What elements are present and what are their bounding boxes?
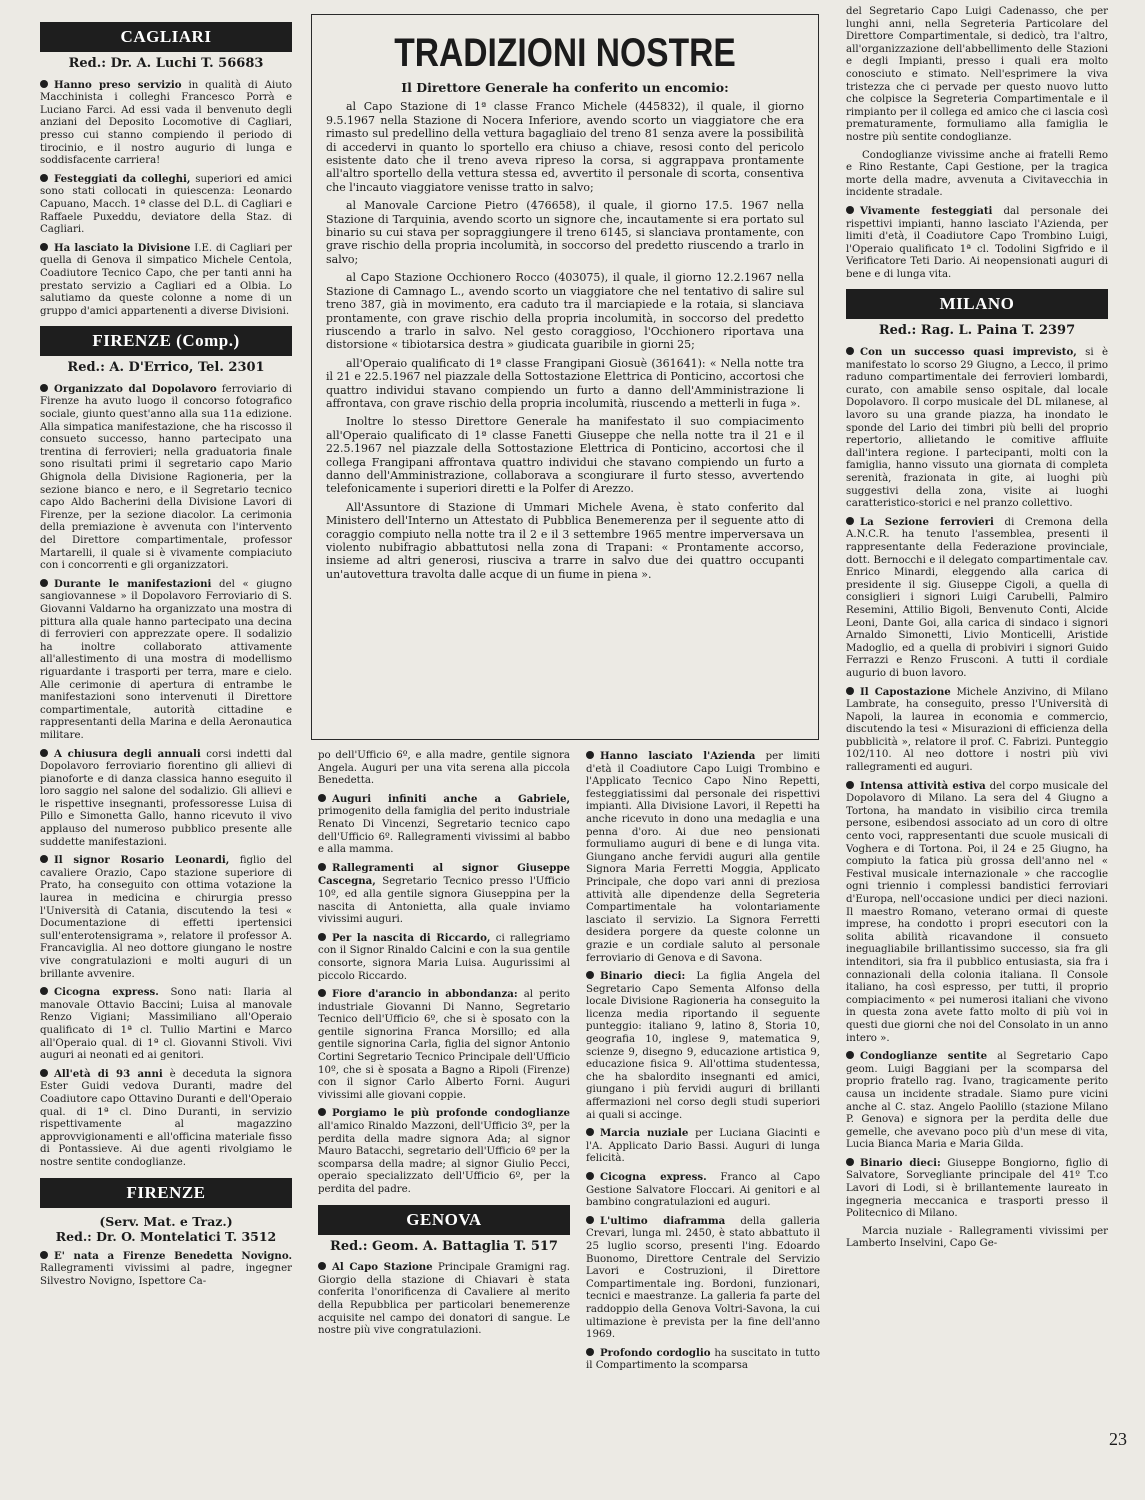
news-item <box>586 1215 820 1342</box>
items-firenze-comp <box>40 383 292 1170</box>
item-lead: All'età di 93 anni <box>54 1067 163 1080</box>
news-item <box>40 79 292 168</box>
bullet-icon <box>40 579 48 587</box>
feature-paragraph: al Capo Stazione di 1ª classe Franco Michele (445832), il quale, il giorno 9.5.1967 nella Stazione di Nocera Inferiore, avendo scorto un viaggiatore che era rimasto sul predellino della vettura bagagliaio del treno 81 senza avere la possibilità di accedervi in quanto lo sportello era chiuso a chiave, resosi conto del pericolo esistente dato che il treno aveva ripreso la corsa, si aggrappava prontamente all'altro sportello della vettura stessa ed, avvertito il personale di scorta, consentiva che l'incauto viaggiatore venisse tratto in salvo; <box>326 100 804 194</box>
feature-paragraph: Inoltre lo stesso Direttore Generale ha manifestato il suo compiacimento all'Operaio qualificato di 1ª classe Fanetti Giuseppe che nella notte tra il 21 e il 22.5.1967 nel piazzale della Sottostazione Elettrica di Ponticino, accortosi che il collega Frangipani affrontava quattro individui che stavano compiendo un furto a danno dell'Amministrazione, collaborava a scongiurare il furto stesso, avvertendo telefonicamente i superiori diretti e la Polfer di Arezzo. <box>326 415 804 496</box>
news-item <box>846 346 1108 511</box>
item-text: ci rallegriamo con il Signor Rinaldo Calcini e con la sua gentile consorte, signora Maria Luisa. Augurissimi al piccolo Riccardo. <box>318 932 571 982</box>
item-text: per limiti d'età il Coadiutore Capo Luigi Trombino e l'Applicato Tecnico Capo Nino Repetti, festeggiatissimi dal personale dei rispettivi impianti. Alla Divisione Lavori, il Repetti ha anche ricevuto in dono una medaglia e una penna d'oro. Ai due neo pensionati formuliamo auguri di bene e di lunga vita. Giungano anche fervidi auguri alla gentile Signora Maria Ferretti Moggia, Applicato Principale, che dopo vari anni di preziosa attività alle dipendenze della Segreteria Compartimentale ha volontariamente lasciato il servizio. La Signora Ferretti desidera porgere da queste colonne un grazie e un cordiale saluto al personale ferroviario di Genova e di Savona. <box>586 751 820 964</box>
news-item <box>40 383 292 573</box>
bullet-icon <box>40 855 48 863</box>
continued-text: del Segretario Capo Luigi Cadenasso, che per lunghi anni, nella Segreteria Particolare del Direttore Compartimentale, si dedicò, tra l'altro, all'organizzazione dell'abbellimento delle Stazioni e degli Impianti, presso i quali era molto conosciuto e stimato. Nell'esprimere la viva tristezza che ci pervade per questo nuovo lutto che colpisce la Segreteria Compartimentale e il rimpianto per il collega ed amico che ci lascia così prematuramente, formuliamo alla famiglia le nostre più sentite condoglianze. <box>846 6 1108 143</box>
item-lead: Con un successo quasi imprevisto, <box>860 346 1077 359</box>
item-lead: Condoglianze sentite <box>860 1050 988 1063</box>
news-item <box>846 1050 1108 1152</box>
feature-title: TRADIZIONI NOSTRE <box>394 31 736 75</box>
item-lead: Ha lasciato la Divisione <box>54 241 191 254</box>
news-item <box>318 1107 570 1196</box>
item-lead: E' nata a Firenze Benedetta Novigno. <box>54 1249 292 1262</box>
section-header-firenze: FIRENZE <box>40 1178 292 1208</box>
bullet-icon <box>40 174 48 182</box>
item-text: in qualità di Aiuto Macchinista i colleghi Francesco Porrà e Luciano Farci. Ad essi vada il benvenuto degli anziani del Deposito Locomotive di Cagliari, presso cui stanno compiendo il periodo di tirocinio, e il nostro augurio di lunga e soddisfacente carriera! <box>40 79 292 167</box>
column-3 <box>586 750 820 1378</box>
items-col3 <box>586 750 820 1373</box>
item-lead: Festeggiati da colleghi, <box>54 172 191 185</box>
bullet-icon <box>318 1262 326 1270</box>
bullet-icon <box>40 243 48 251</box>
news-item <box>40 1068 292 1170</box>
feature-box-tradizioni-nostre <box>311 14 819 740</box>
feature-paragraph: al Capo Stazione Occhionero Rocco (403075), il quale, il giorno 12.2.1967 nella Stazione di Camnago L., avendo scorto un viaggiatore che nel tentativo di salire sul treno 387, già in movimento, era caduto tra il marciapiede e la rotaia, si slanciava prontamente, con grave rischio della propria incolumità, in soccorso del predetto riuscendo a trarlo in salvo. Nel gesto coraggioso, l'Occhionero riportava una distorsione « tibiotarsica destra » giudicata guaribile in giorni 25; <box>326 271 804 352</box>
bullet-icon <box>318 933 326 941</box>
item-lead: Rallegramenti al signor Giuseppe Cascegna, <box>318 861 570 888</box>
news-item <box>846 516 1108 681</box>
tail-text: Marcia nuziale - Rallegramenti vivissimi per Lamberto Inselvini, Capo Ge- <box>846 1225 1108 1250</box>
item-lead: Al Capo Stazione <box>332 1261 433 1274</box>
bullet-icon <box>846 347 854 355</box>
column-4 <box>846 6 1108 1256</box>
news-item <box>40 854 292 981</box>
bullet-icon <box>40 384 48 392</box>
bullet-icon <box>846 1051 854 1059</box>
item-lead: Intensa attività estiva <box>860 779 986 792</box>
item-text: del corpo musicale del Dopolavoro di Milano. La sera del 4 Giugno a Tortona, ha mandato in visibilio circa tremila persone, esibendosi associato ad un coro di oltre cento voci, rappresentanti due scuole musicali di Voghera e di Tortona. Poi, il 24 e 25 Giugno, ha compiuto la fatica più grossa dell'anno nel « Festival musicale internazionale » che raccoglie ogni triennio i complessi bandistici ferroviari d'Europa, nell'occasione undici per dieci nazioni. Il maestro Romano, veterano ormai di queste imprese, ha condotto i propri esecutori con la solita abilità ricavandone il consueto ineguagliabile brillantissimo successo, sia fra gli intenditori, sia fra il pubblico entusiasta, sia fra i connazionali della colonia italiana. Il Console italiano, ha così espresso, per tutti, il proprio compiacimento « pei numerosi italiani che vivono in questa zona avete fatto molto di più voi in questi due giorni che noi del Consolato in un anno intero ». <box>846 780 1108 1044</box>
bullet-icon <box>40 987 48 995</box>
item-lead: Binario dieci: <box>860 1156 941 1169</box>
items-col2 <box>318 793 570 1197</box>
item-lead: A chiusura degli annuali <box>54 747 201 760</box>
news-item <box>318 1261 570 1338</box>
item-text: del « giugno sangiovannese » il Dopolavoro Ferroviario di S. Giovanni Valdarno ha organizzato una mostra di pittura alla quale hanno partecipato una decina di ferrovieri con apprezzate opere. Il sodalizio ha inoltre collaborato attivamente all'allestimento di una mostra di modellismo riguardante i trasporti per terra, mare e cielo. Alle cerimonie di apertura di entrambe le manifestazioni sono intervenuti il Direttore compartimentale, autorità cittadine e rappresentanti della Marina e della Aeronautica militare. <box>40 578 292 741</box>
bullet-icon <box>40 1069 48 1077</box>
item-text: Principale Gramigni rag. Giorgio della stazione di Chiavari è stata conferita l'onorificenza di Cavaliere al merito della Repubblica per particolari benemerenze acquisite nel campo dei donatori di sangue. Le nostre più vive congratulazioni. <box>318 1262 570 1337</box>
news-item <box>318 932 570 983</box>
news-item <box>586 1347 820 1373</box>
bullet-icon <box>846 1158 854 1166</box>
news-item <box>40 578 292 743</box>
editor-cagliari: Red.: Dr. A. Luchi T. 56683 <box>68 56 264 71</box>
item-text: primogenito della famiglia del perito industriale Renato Di Vincenzi, Segretario tecnico capo dell'Ufficio 6º. Rallegramenti vivissimi al babbo e alla mamma. <box>318 806 570 856</box>
feature-subtitle: Il Direttore Generale ha conferito un encomio: <box>401 80 729 95</box>
items-genova <box>318 1261 570 1338</box>
news-item <box>40 173 292 237</box>
bullet-icon <box>586 1128 594 1136</box>
item-text: corsi indetti dal Dopolavoro ferroviario fiorentino gli allievi di pianoforte e di danza classica hanno eseguito il loro saggio nel salone del sodalizio. Gli allievi e le rispettive insegnanti, professoresse Luisa di Pillo e Simonetta Gallo, hanno ricevuto il vivo applauso del numeroso pubblico presente alle suddette manifestazioni. <box>40 748 292 848</box>
item-text: al perito industriale Giovanni Di Nanno, Segretario Tecnico dell'Ufficio 6º, che si è sposato con la gentile signorina Franca Morsillo; ed alla gentile signorina Carla, figlia del signor Antonio Cortini Segretario Tecnico Principale dell'Ufficio 10º, che si è sposata a Bagno a Ripoli (Firenze) con il signor Carlo Alberto Forni. Auguri vivissimi alle giovani coppie. <box>318 989 571 1101</box>
item-text: La figlia Angela del Segretario Capo Sementa Alfonso della locale Divisione Ragioneria ha conseguito la licenza media riportando il seguente punteggio: italiano 9, latino 8, Storia 10, geografia 10, inglese 9, matematica 9, scienze 9, disegno 9, educazione artistica 9, educazione fisica 9. All'ottima studentessa, che ha sbalordito insegnanti ed amici, giungano i più fervidi auguri di brillanti affermazioni nel corso degli studi superiori ai quali si accinge. <box>586 971 820 1121</box>
section-header-genova: GENOVA <box>318 1205 570 1235</box>
item-lead: Cicogna express. <box>600 1171 707 1183</box>
item-text: Franco al Capo Gestione Salvatore Floccari. Ai genitori e al bambino congratulazioni ed auguri. <box>586 1172 820 1209</box>
news-item <box>586 1127 820 1166</box>
items-cagliari <box>40 79 292 319</box>
item-lead: Organizzato dal Dopolavoro <box>54 382 217 395</box>
item-text: Michele Anzivino, di Milano Lambrate, ha conseguito, presso l'Università di Napoli, la laurea in economia e commercio, discutendo la tesi « Misurazioni di efficienza della pubblicità », relatore il prof. C. Fabrizi. Punteggio 102/110. Al neo dottore i nostri più vivi rallegramenti ed auguri. <box>846 686 1108 774</box>
item-lead: Durante le manifestazioni <box>54 577 212 590</box>
item-lead: Hanno lasciato l'Azienda <box>600 750 756 762</box>
continued-text-2: Condoglianze vivissime anche ai fratelli Remo e Rino Restante, Capi Gestione, per la tragica morte della madre, avvenuta a Civitavecchia in incidente stradale. <box>846 149 1108 199</box>
news-item <box>846 1157 1108 1221</box>
item-text: Segretario Tecnico presso l'Ufficio 10º, ed alla gentile signora Giuseppina per la nascita di Antonietta, alla quale inviamo vivissimi auguri. <box>318 876 570 926</box>
item-lead: Binario dieci: <box>600 970 686 983</box>
item-lead: Marcia nuziale <box>600 1127 689 1140</box>
bullet-icon <box>40 80 48 88</box>
item-text: al Segretario Capo geom. Luigi Baggiani per la scomparsa del proprio fratello rag. Ivano, tragicamente perito causa un incidente stradale. Siamo pure vicini anche al C. staz. Angelo Paolillo (stazione Milano P. Genova) e signora per la perdita delle due gemelle, che avevano poco più d'un mese di vita, Lucia Bianca Maria e Maria Gilda. <box>846 1051 1108 1151</box>
news-item <box>318 988 570 1102</box>
bullet-icon <box>846 517 854 525</box>
news-item <box>846 205 1108 282</box>
feature-paragraph: all'Operaio qualificato di 1ª classe Frangipani Giosuè (361641): « Nella notte tra il 21 e 22.5.1967 nel piazzale della Sottostazione Elettrica di Ponticino, accortosi che quattro individui stavano compiendo un furto a danno dell'Amministrazione li affrontava, con grave rischio della propria incolumità, riuscendo a metterli in fuga ». <box>326 356 804 410</box>
item-lead: Vivamente festeggiati <box>860 204 993 217</box>
item-lead: Il Capostazione <box>860 685 951 698</box>
section-header-firenze-comp: FIRENZE (Comp.) <box>40 326 292 356</box>
item-text: di Cremona della A.N.C.R. ha tenuto l'assemblea, presenti il rappresentante della Federazione provinciale, dott. Bernocchi e il delegato compartimentale cav. Enrico Minardi, eleggendo alla carica di presidente il sig. Giuseppe Cigoli, a quella di consiglieri i signori Luigi Carubelli, Palmiro Resemini, Attilio Bigoli, Benvenuto Conti, Alcide Leoni, Dante Goi, alla carica di sindaco i signori Arnaldo Simonetti, Livio Monticelli, Aristide Madoglio, ed a quella di probiviri i signori Guido Ferrazzi e Renzo Frusconi. A tutti il cordiale augurio di buon lavoro. <box>846 516 1108 679</box>
editor-firenze: Red.: Dr. O. Montelatici T. 3512 <box>55 1228 277 1244</box>
bullet-icon <box>586 971 594 979</box>
bullet-icon <box>318 863 326 871</box>
item-text: figlio del cavaliere Orazio, Capo stazione superiore di Prato, ha conseguito con ottima votazione la laurea in medicina e chirurgia presso l'Università di Catania, discutendo la tesi « Documentazione di effetti ipertensici sull'enterotensigrama », relatore il professor A. Francaviglia. Al neo dottore giungano le nostre vive congratulazioni e molti auguri di un brillante avvenire. <box>40 855 292 980</box>
bullet-icon <box>586 751 594 759</box>
bullet-icon <box>40 1251 48 1259</box>
items-firenze <box>40 1250 292 1289</box>
column-1 <box>40 22 292 1293</box>
item-text: I.E. di Cagliari per quella di Genova il simpatico Michele Centola, Coadiutore Tecnico Capo, che per tanti anni ha prestato servizio a Cagliari ed a Olbia. Lo salutiamo da queste colonne a nome di un gruppo d'amici appartenenti a diverse Divisioni. <box>40 242 292 317</box>
news-item <box>318 862 570 927</box>
news-item <box>40 986 292 1063</box>
item-text: è deceduta la signora Ester Guidi vedova Duranti, madre del Coadiutore capo Ottavino Duranti e dell'Operaio qual. di 1ª cl. Dino Duranti, in servizio rispettivamente al magazzino approvvigionamenti e all'officina materiale fisso di Pontassieve. Ai due agenti rivolgiamo le nostre sentite condoglianze. <box>40 1068 292 1168</box>
news-item <box>40 748 292 850</box>
news-item <box>318 793 570 857</box>
bullet-icon <box>318 794 326 802</box>
bullet-icon <box>586 1348 594 1356</box>
bullet-icon <box>318 1108 326 1116</box>
item-text: Sono nati: Ilaria al manovale Ottavio Baccini; Luisa al manovale Renzo Vigiani; Massimiliano all'Operaio qualificato di 1ª cl. Tullio Martini e Marco all'Operaio qual. di 1ª cl. Giovanni Stivoli. Vivi auguri ai neonati ed ai genitori. <box>40 987 292 1062</box>
bullet-icon <box>318 989 326 997</box>
item-text: ha suscitato in tutto il Compartimento la scomparsa <box>586 1347 820 1372</box>
item-lead: Auguri infiniti anche a Gabriele, <box>332 792 570 805</box>
editor-firenze-comp: Red.: A. D'Errico, Tel. 2301 <box>67 360 265 376</box>
column-2 <box>318 750 570 1343</box>
section-header-milano: MILANO <box>846 289 1108 319</box>
bullet-icon <box>586 1216 594 1224</box>
bullet-icon <box>586 1172 594 1180</box>
item-text: Giuseppe Bongiorno, figlio di Salvatore, Sorvegliante principale del 41º T.co Lavori di Lodi, si è brillantemente laureato in ingegneria meccanica e trasporti presso il Politecnico di Milano. <box>846 1157 1108 1220</box>
news-item <box>40 242 292 319</box>
item-lead: La Sezione ferrovieri <box>860 515 994 528</box>
item-lead: Il signor Rosario Leonardi, <box>54 854 230 867</box>
news-item <box>40 1250 292 1289</box>
item-text: per Luciana Giacinti e l'A. Applicato Dario Bassi. Auguri di lunga felicità. <box>586 1128 821 1165</box>
page-number: 23 <box>1109 1429 1127 1449</box>
item-lead: Hanno preso servizio <box>54 78 182 91</box>
item-lead: Cicogna express. <box>54 986 159 999</box>
item-text: ferroviario di Firenze ha avuto luogo il concorso fotografico sociale, giunto quest'anno alla sua 11a edizione. Alla simpatica manifestazione, che ha riscosso il consueto successo, hanno partecipato una trentina di ferrovieri; nella graduatoria finale sono risultati primi il segretario capo Mario Ghignola della Divisione Ragioneria, per la sezione bianco e nero, e il Segretario tecnico capo Aldo Bacherini della Divisione Lavori di Firenze, per la sezione diacolor. La cerimonia della premiazione è avvenuta con l'intervento del Direttore compartimentale, professor Martarelli, il quale si è vivamente compiaciuto con i concorrenti e gli organizzatori. <box>40 383 292 572</box>
editor-genova: Red.: Geom. A. Battaglia T. 517 <box>330 1238 558 1254</box>
news-item <box>846 780 1108 1045</box>
feature-paragraph: All'Assuntore di Stazione di Ummari Michele Avena, è stato conferito dal Ministero dell'Interno un Attestato di Pubblica Benemerenza per il seguente atto di coraggio compiuto nella notte tra il 2 e il 3 settembre 1965 mentre imperversava un violento nubifragio abbattutosi nella zona di Trapani: « Prontamente accorso, insieme ad altri generosi, riusciva a trarre in salvo due dei quattro occupanti un'autovettura travolta dalle acque di un fiume in piena ». <box>326 500 804 581</box>
item-lead: Per la nascita di Riccardo, <box>332 931 491 944</box>
item-lead: Profondo cordoglio <box>600 1346 711 1359</box>
news-item <box>586 970 820 1122</box>
bullet-icon <box>40 749 48 757</box>
item-text: dal personale dei rispettivi impianti, hanno lasciato l'Azienda, per limiti d'età, il Coadiutore Capo Trombino Luigi, l'Operaio qualificato 1ª cl. Todolini Sigfrido e il Verificatore Teti Dario. Ai neopensionati auguri di bene e di lunga vita. <box>846 205 1108 280</box>
item-lead: Fiore d'arancio in abbondanza: <box>332 988 518 1001</box>
news-item <box>846 686 1108 775</box>
bullet-icon <box>846 206 854 214</box>
editor-milano: Red.: Rag. L. Paina T. 2397 <box>878 323 1076 339</box>
item-lead: L'ultimo diaframma <box>600 1214 726 1227</box>
item-text: all'amico Rinaldo Mazzoni, dell'Ufficio 3º, per la perdita della madre signora Ada; al signor Mauro Batacchi, segretario dell'Ufficio 6º per la scomparsa della madre; al signor Giulio Pecci, operaio specializzato dell'Ufficio 6º, per la perdita del padre. <box>318 1121 570 1195</box>
bullet-icon <box>846 781 854 789</box>
bullet-icon <box>846 687 854 695</box>
item-text: si è manifestato lo scorso 29 Giugno, a Lecco, il primo raduno compartimentale dei ferrovieri lombardi, curato, con amabile senso ospitale, dal locale Dopolavoro. Il corpo musicale del DL milanese, al lavoro su una grande piazza, ha inondato le sponde del Lario dei timbri più belli del proprio repertorio, allietando le comitive affluite dall'intera regione. I partecipanti, molti con la famiglia, hanno vissuto una giornata di completa serenità, frazionata in gite, ai luoghi più suggestivi della zona, visite ai luoghi caratteristico-storici e nel pranzo collettivo. <box>846 347 1108 510</box>
news-item <box>586 1171 820 1210</box>
item-text: superiori ed amici sono stati collocati in quiescenza: Leonardo Capuano, Macch. 1ª classe del D.L. di Cagliari e Raffaele Puxeddu, deviatore della Staz. di Cagliari. <box>40 173 293 236</box>
feature-paragraph: al Manovale Carcione Pietro (476658), il quale, il giorno 17.5. 1967 nella Stazione di Tarquinia, avendo scorto un signore che, incautamente si era portato sul binario su cui stava per sopraggiungere il treno 6145, si slanciava prontamente, con grave rischio della propria incolumità, in soccorso del predetto riuscendo a trarlo in salvo; <box>326 199 804 266</box>
news-item <box>586 750 820 965</box>
item-text: della galleria Crevari, lunga ml. 2450, è stato abbattuto il 25 luglio scorso, presenti l'ing. Edoardo Buonomo, Direttore Centrale del Servizio Lavori e Costruzioni, il Direttore Compartimentale ing. Bordoni, funzionari, tecnici e maestranze. La galleria fa parte del raddoppio della Genova Voltri-Savona, la cui ultimazione è prevista per la fine dell'anno 1969. <box>586 1215 820 1341</box>
item-text: Rallegramenti vivissimi al padre, ingegner Silvestro Novigno, Ispettore Ca- <box>40 1263 292 1287</box>
item-lead: Porgiamo le più profonde condoglianze <box>332 1107 570 1120</box>
subheader-firenze: (Serv. Mat. e Traz.) <box>99 1213 233 1229</box>
items-milano <box>846 346 1108 1221</box>
continued-text: po dell'Ufficio 6º, e alla madre, gentile signora Angela. Auguri per una vita serena alla piccola Benedetta. <box>318 750 570 787</box>
section-header-cagliari: CAGLIARI <box>40 22 292 52</box>
